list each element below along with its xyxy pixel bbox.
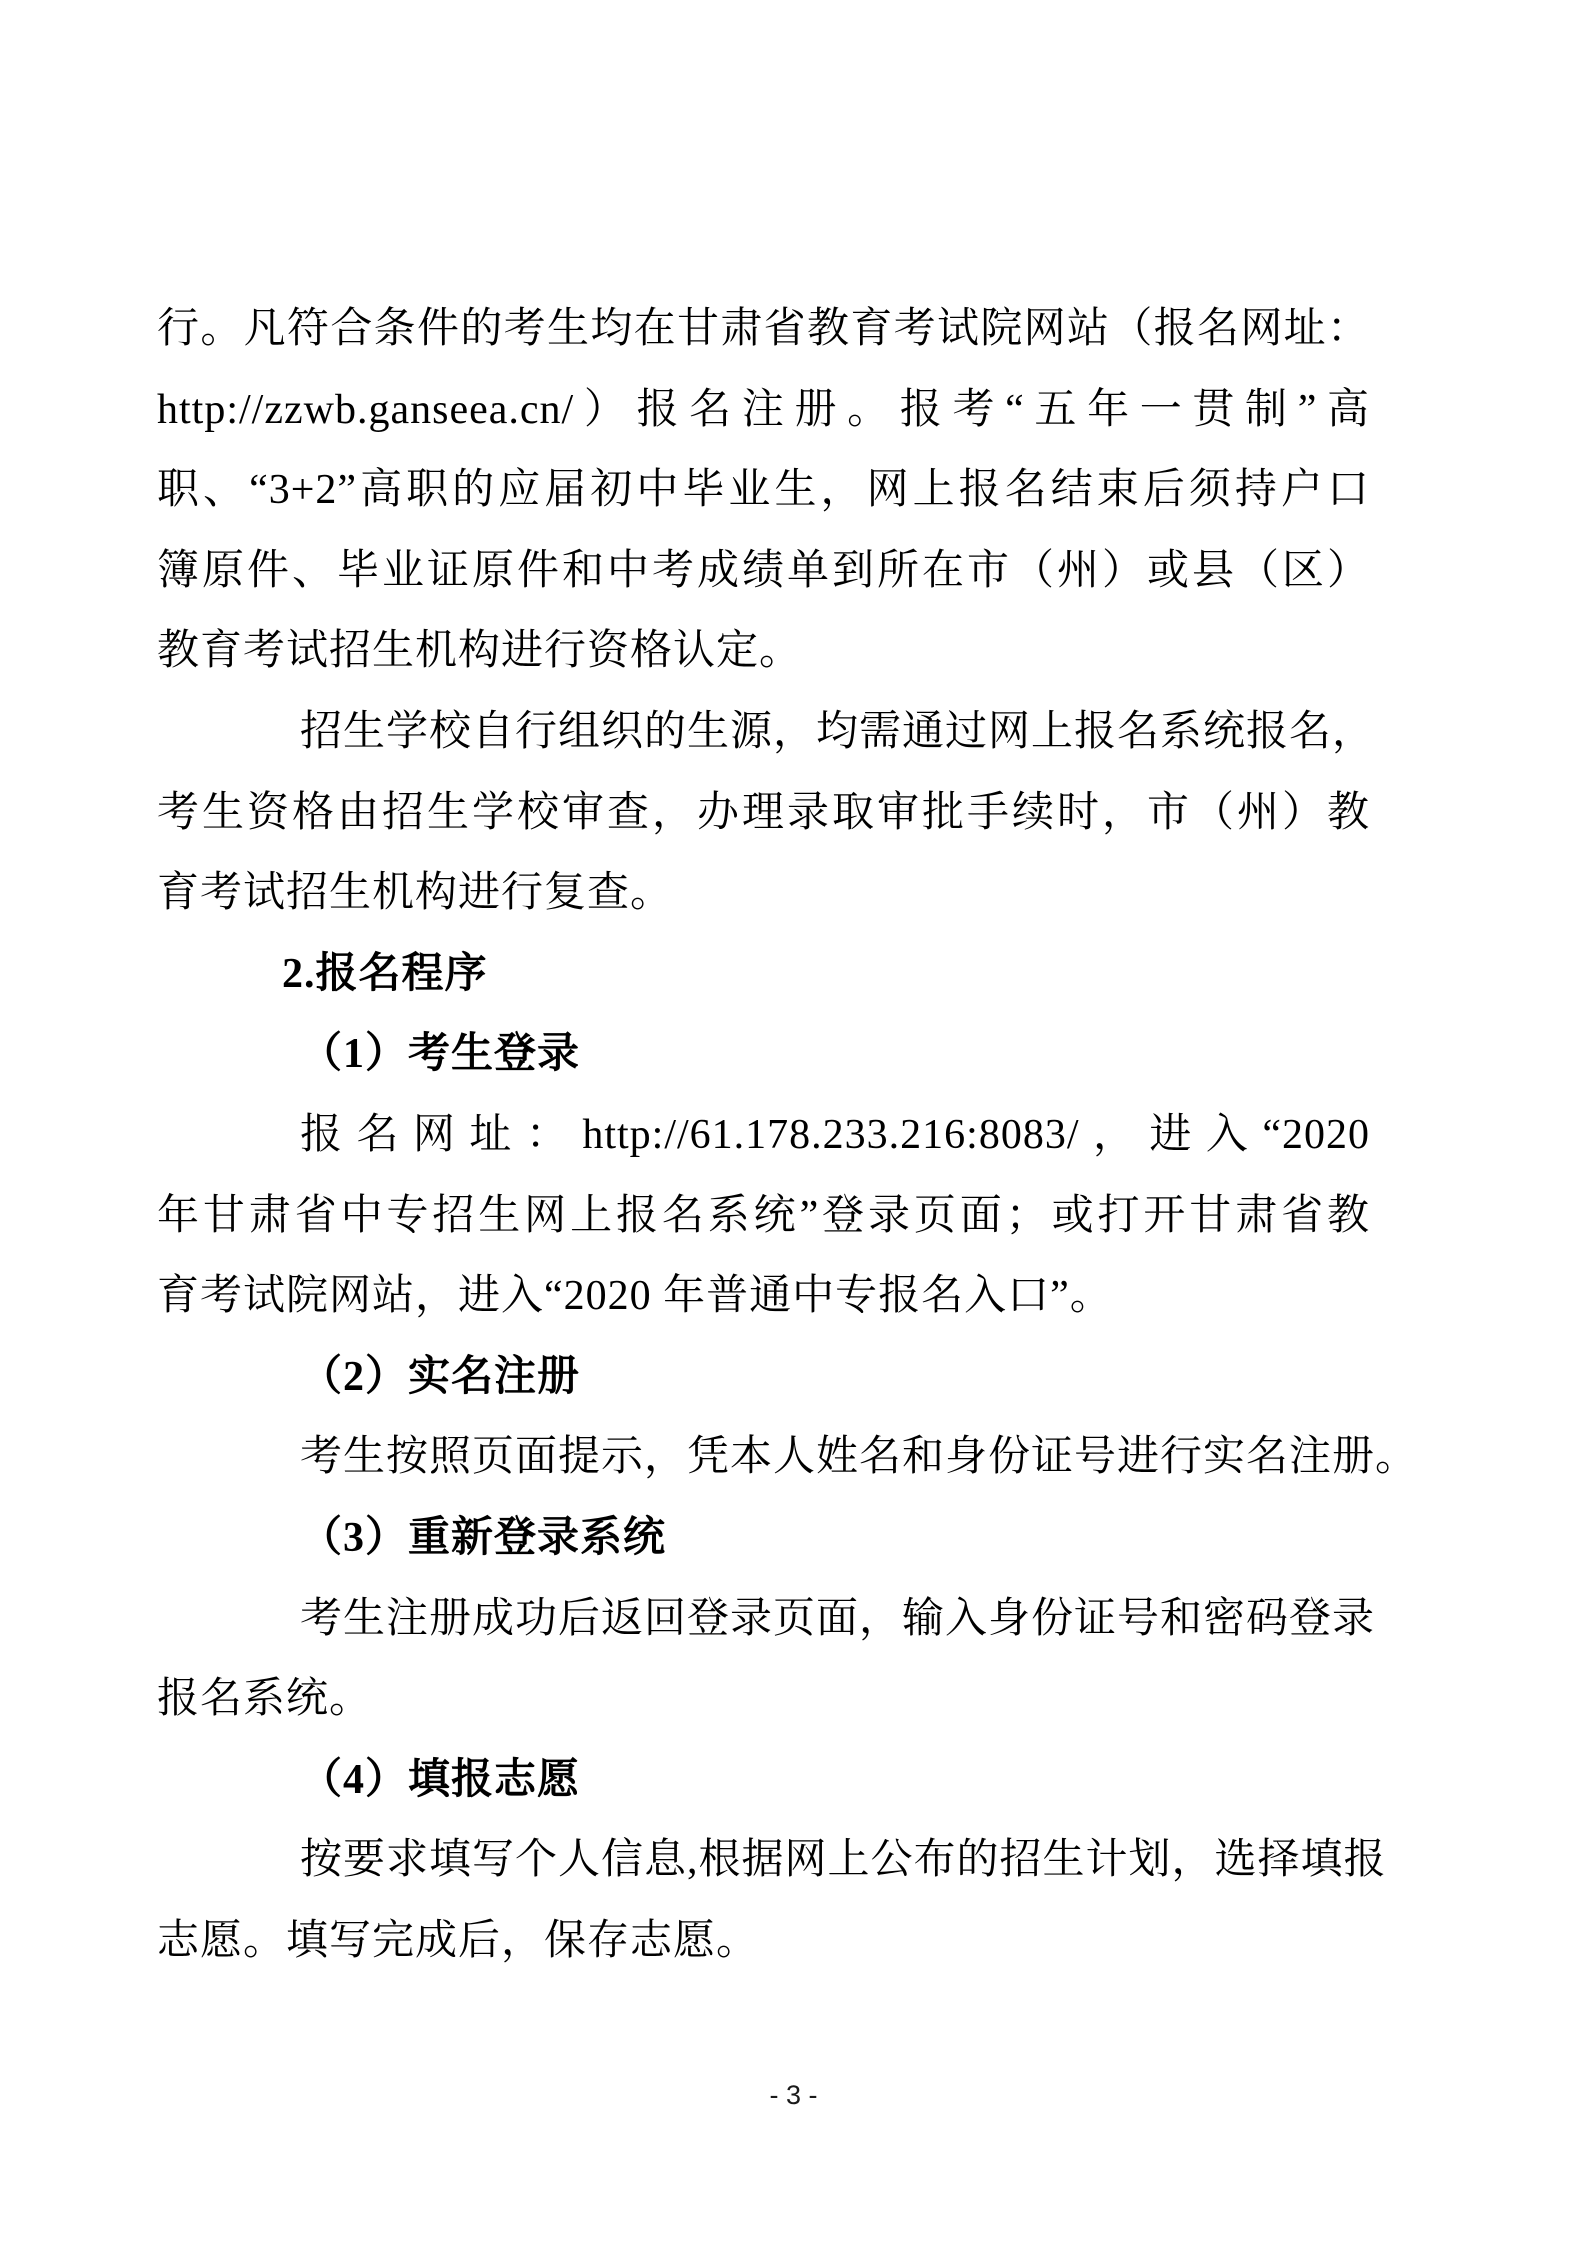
text-line: 育考试院网站，进入“2020 年普通中专报名入口”。 [157, 1273, 1113, 1320]
text-line: 教育考试招生机构进行资格认定。 [157, 628, 803, 675]
text-line: 考生资格由招生学校审查，办理录取审批手续时，市（州）教 [157, 789, 1370, 836]
section-heading: （1）考生登录 [300, 1031, 581, 1078]
text-line: 育考试招生机构进行复查。 [157, 870, 674, 917]
text-line: 按要求填写个人信息,根据网上公布的招生计划，选择填报 [300, 1837, 1387, 1884]
text-line: 行。凡符合条件的考生均在甘肃省教育考试院网站（报名网址： [157, 306, 1370, 352]
text-line: 簿原件、毕业证原件和中考成绩单到所在市（州）或县（区） [157, 547, 1370, 594]
text-line: 考生按照页面提示，凭本人姓名和身份证号进行实名注册。 [300, 1434, 1419, 1481]
section-heading: （2）实名注册 [300, 1353, 581, 1400]
text-line: 志愿。填写完成后，保存志愿。 [157, 1917, 760, 1964]
page-number: - 3 - [769, 2080, 818, 2110]
text-line: http://zzwb.ganseea.cn/）报名注册。报考“五年一贯制”高 [157, 386, 1370, 433]
text-line: 报名系统。 [157, 1676, 373, 1723]
text-line: 考生注册成功后返回登录页面，输入身份证号和密码登录 [300, 1595, 1376, 1642]
text-line: 年甘肃省中专招生网上报名系统”登录页面；或打开甘肃省教 [157, 1192, 1370, 1239]
text-line: 报名网址：http://61.178.233.216:8083/，进入“2020 [300, 1111, 1370, 1158]
section-heading: （3）重新登录系统 [300, 1514, 667, 1561]
section-heading: （4）填报志愿 [300, 1756, 581, 1803]
section-heading: 2.报名程序 [282, 950, 488, 997]
document-body [157, 289, 1419, 1981]
text-line: 职、“3+2”高职的应届初中毕业生，网上报名结束后须持户口 [157, 467, 1370, 514]
text-line: 招生学校自行组织的生源，均需通过网上报名系统报名， [300, 708, 1376, 755]
